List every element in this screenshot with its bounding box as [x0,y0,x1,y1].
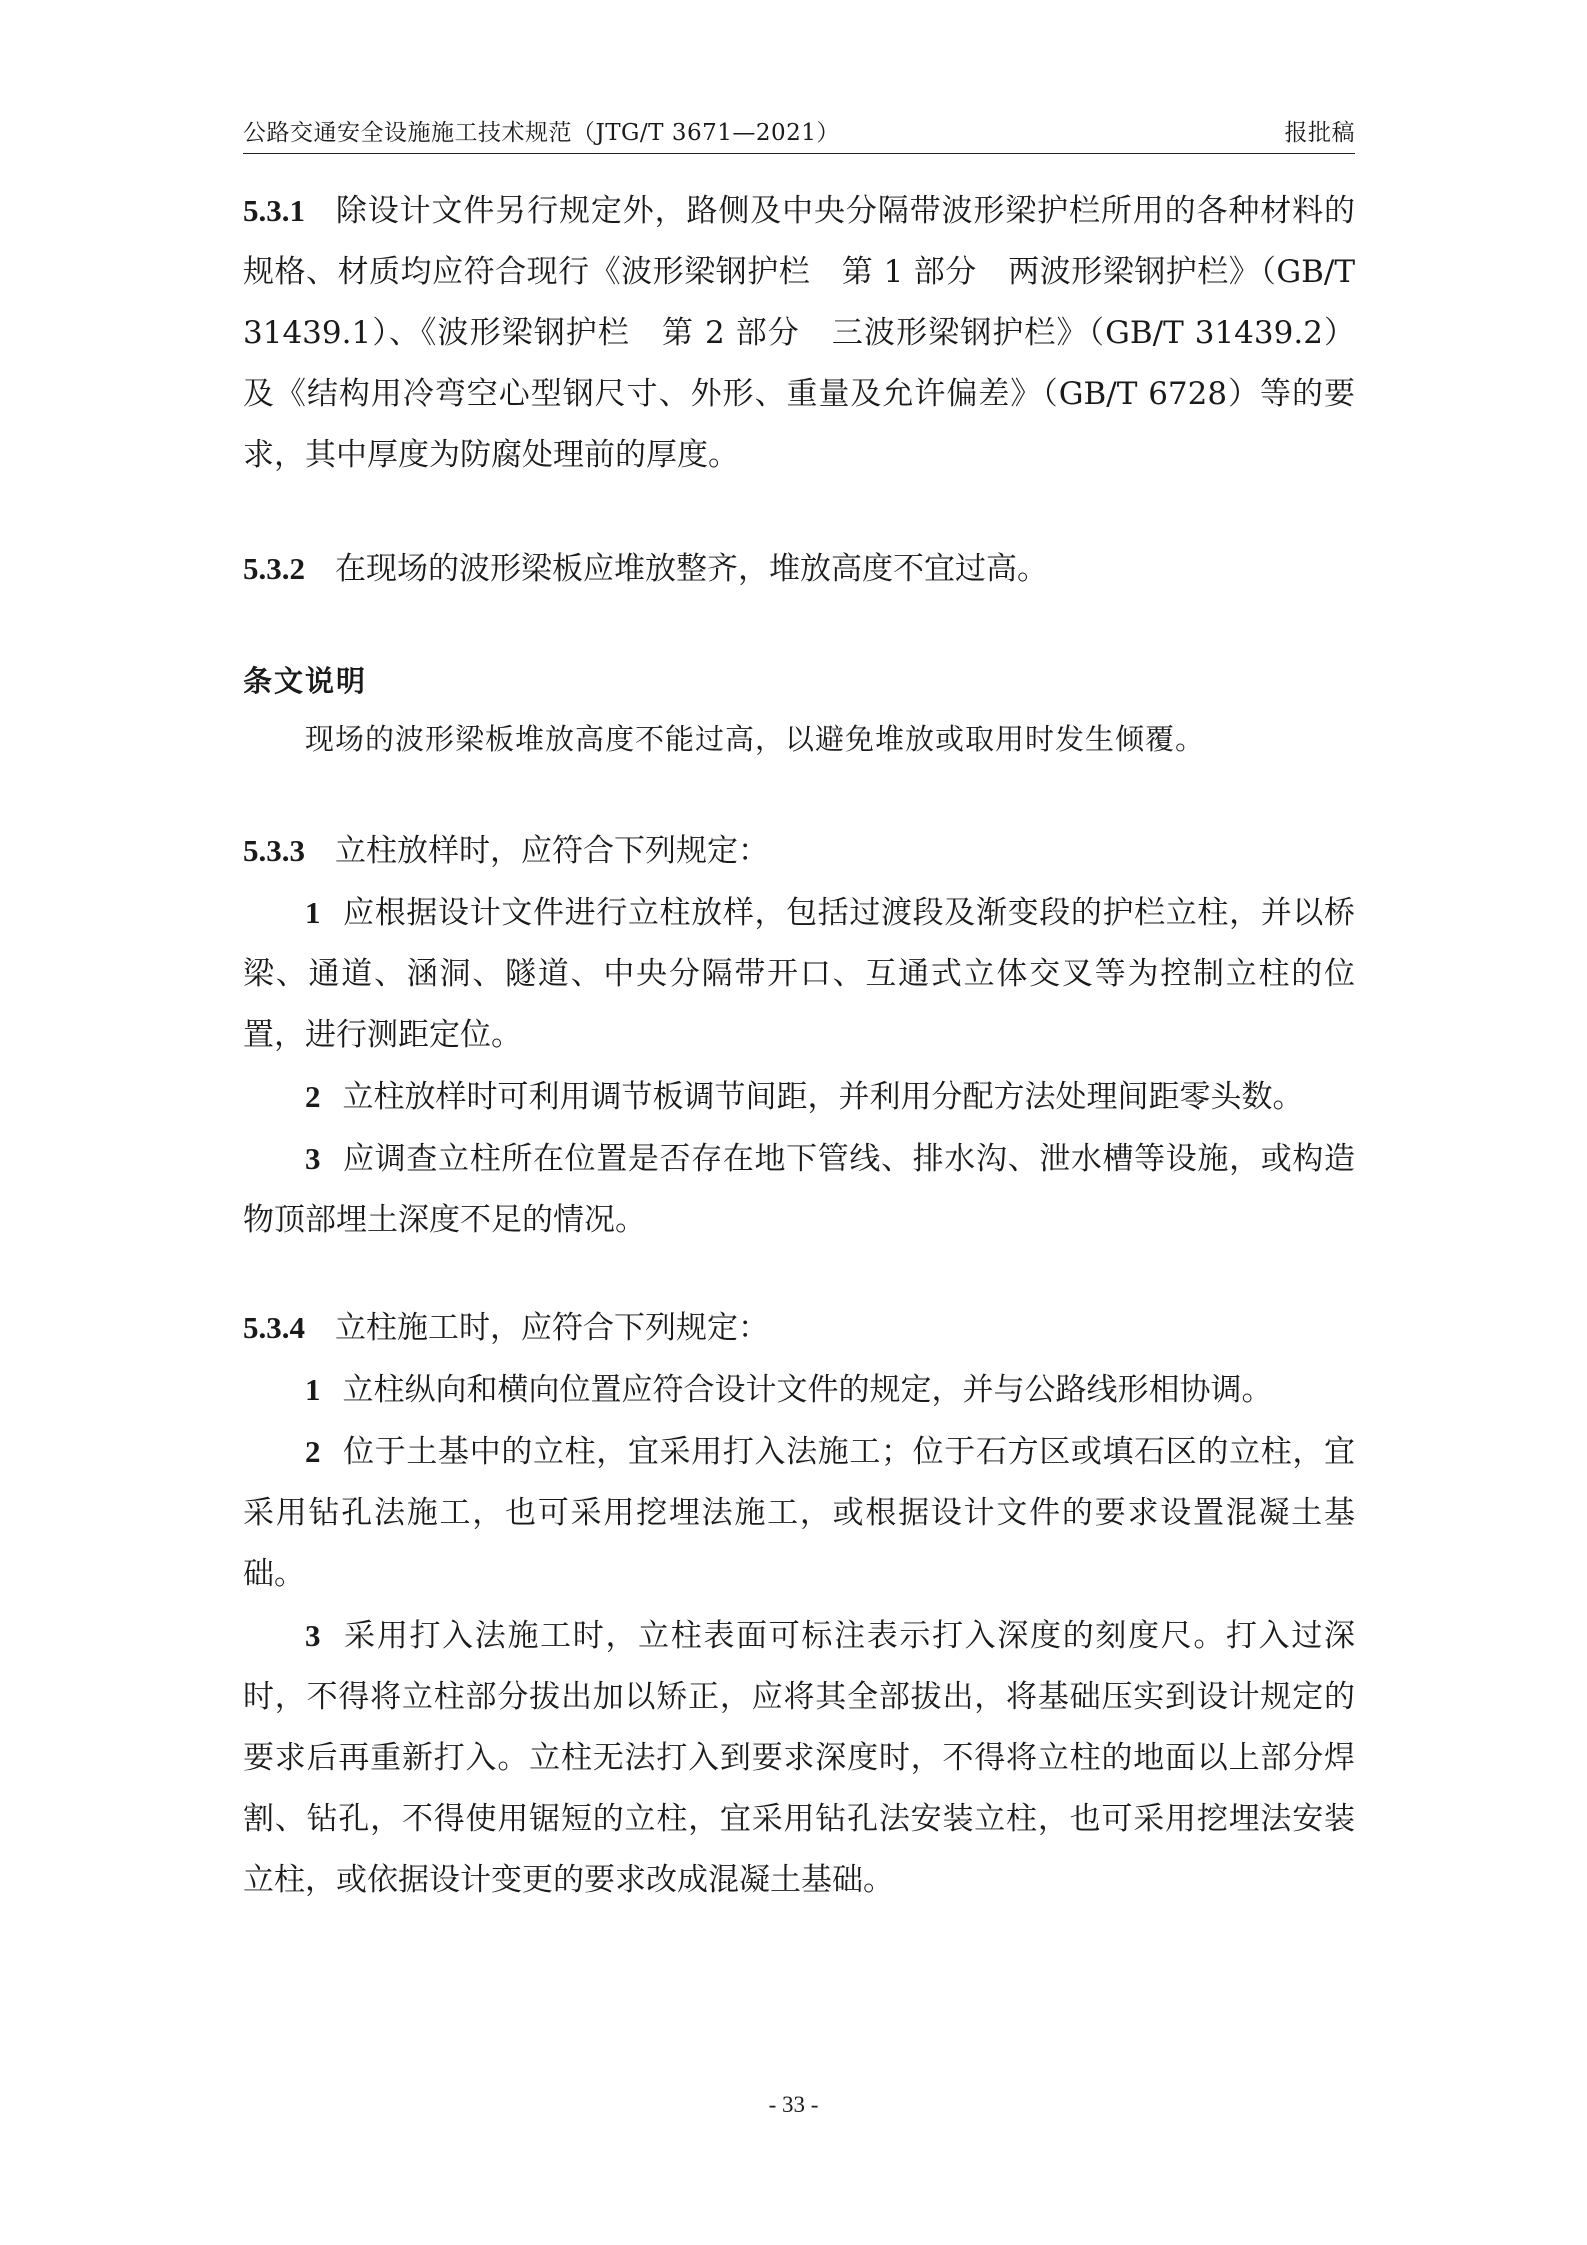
commentary-text: 现场的波形梁板堆放高度不能过高，以避免堆放或取用时发生倾覆。 [305,722,1206,756]
item-text: 位于土基中的立柱，宜采用打入法施工；位于石方区或填石区的立柱，宜采用钻孔法施工，也可采用挖埋法施工，或根据设计文件的要求设置混凝土基础。 [243,1434,1355,1592]
item-text: 立柱放样时可利用调节板调节间距，并利用分配方法处理间距零头数。 [342,1079,1304,1115]
list-item [243,1421,1355,1605]
list-item [243,1359,1355,1421]
clause-number: 5.3.3 [243,833,305,868]
clause-text: 立柱放样时，应符合下列规定： [335,833,769,869]
clause-5-3-4 [243,1297,1355,1359]
clause-5-3-3 [243,820,1355,882]
document-title: 公路交通安全设施施工技术规范（JTG/T 3671—2021） [243,120,840,146]
page-number: - 33 - [768,2092,819,2117]
clause-text: 除设计文件另行规定外，路侧及中央分隔带波形梁护栏所用的各种材料的规格、材质均应符合现行《波形梁钢护栏 第 1 部分 两波形梁钢护栏》（GB/T 31439.1）、《波形梁钢护栏 第 2 部分 三波形梁钢护栏》（GB/T 31439.2）及《结构用冷弯空心型钢尺寸、外形、重量及允许偏差》（GB/T 6728）等的要求，其中厚度为防腐处理前的厚度。 [243,193,1355,473]
list-item [243,1605,1355,1911]
item-number: 2 [305,1434,321,1469]
clause-number: 5.3.4 [243,1310,305,1345]
list-item [243,1066,1355,1128]
clause-number: 5.3.1 [243,193,305,228]
item-text: 采用打入法施工时，立柱表面可标注表示打入深度的刻度尺。打入过深时，不得将立柱部分拔出加以矫正，应将其全部拔出，将基础压实到设计规定的要求后再重新打入。立柱无法打入到要求深度时，不得将立柱的地面以上部分焊割、钻孔，不得使用锯短的立柱，宜采用钻孔法安装立柱，也可采用挖埋法安装立柱，或依据设计变更的要求改成混凝土基础。 [243,1618,1355,1898]
item-number: 3 [305,1141,321,1176]
page-content [243,180,1355,1911]
page-header [243,110,1355,154]
commentary-title: 条文说明 [243,664,368,698]
item-number: 1 [305,895,321,930]
item-number: 2 [305,1079,321,1114]
item-text: 立柱纵向和横向位置应符合设计文件的规定，并与公路线形相协调。 [342,1372,1273,1408]
list-item [243,882,1355,1066]
clause-number: 5.3.2 [243,551,305,586]
list-item [243,1128,1355,1251]
clause-text: 在现场的波形梁板应堆放整齐，堆放高度不宜过高。 [335,551,1048,587]
item-number: 3 [305,1618,321,1653]
item-text: 应调查立柱所在位置是否存在地下管线、排水沟、泄水槽等设施，或构造物顶部埋土深度不足的情况。 [243,1141,1355,1238]
clause-5-3-2 [243,538,1355,600]
clause-5-3-1 [243,180,1355,486]
item-text: 应根据设计文件进行立柱放样，包括过渡段及渐变段的护栏立柱，并以桥梁、通道、涵洞、隧道、中央分隔带开口、互通式立体交叉等为控制立柱的位置，进行测距定位。 [243,895,1355,1053]
item-number: 1 [305,1372,321,1407]
document-status: 报批稿 [1284,120,1355,146]
clause-text: 立柱施工时，应符合下列规定： [335,1310,769,1346]
